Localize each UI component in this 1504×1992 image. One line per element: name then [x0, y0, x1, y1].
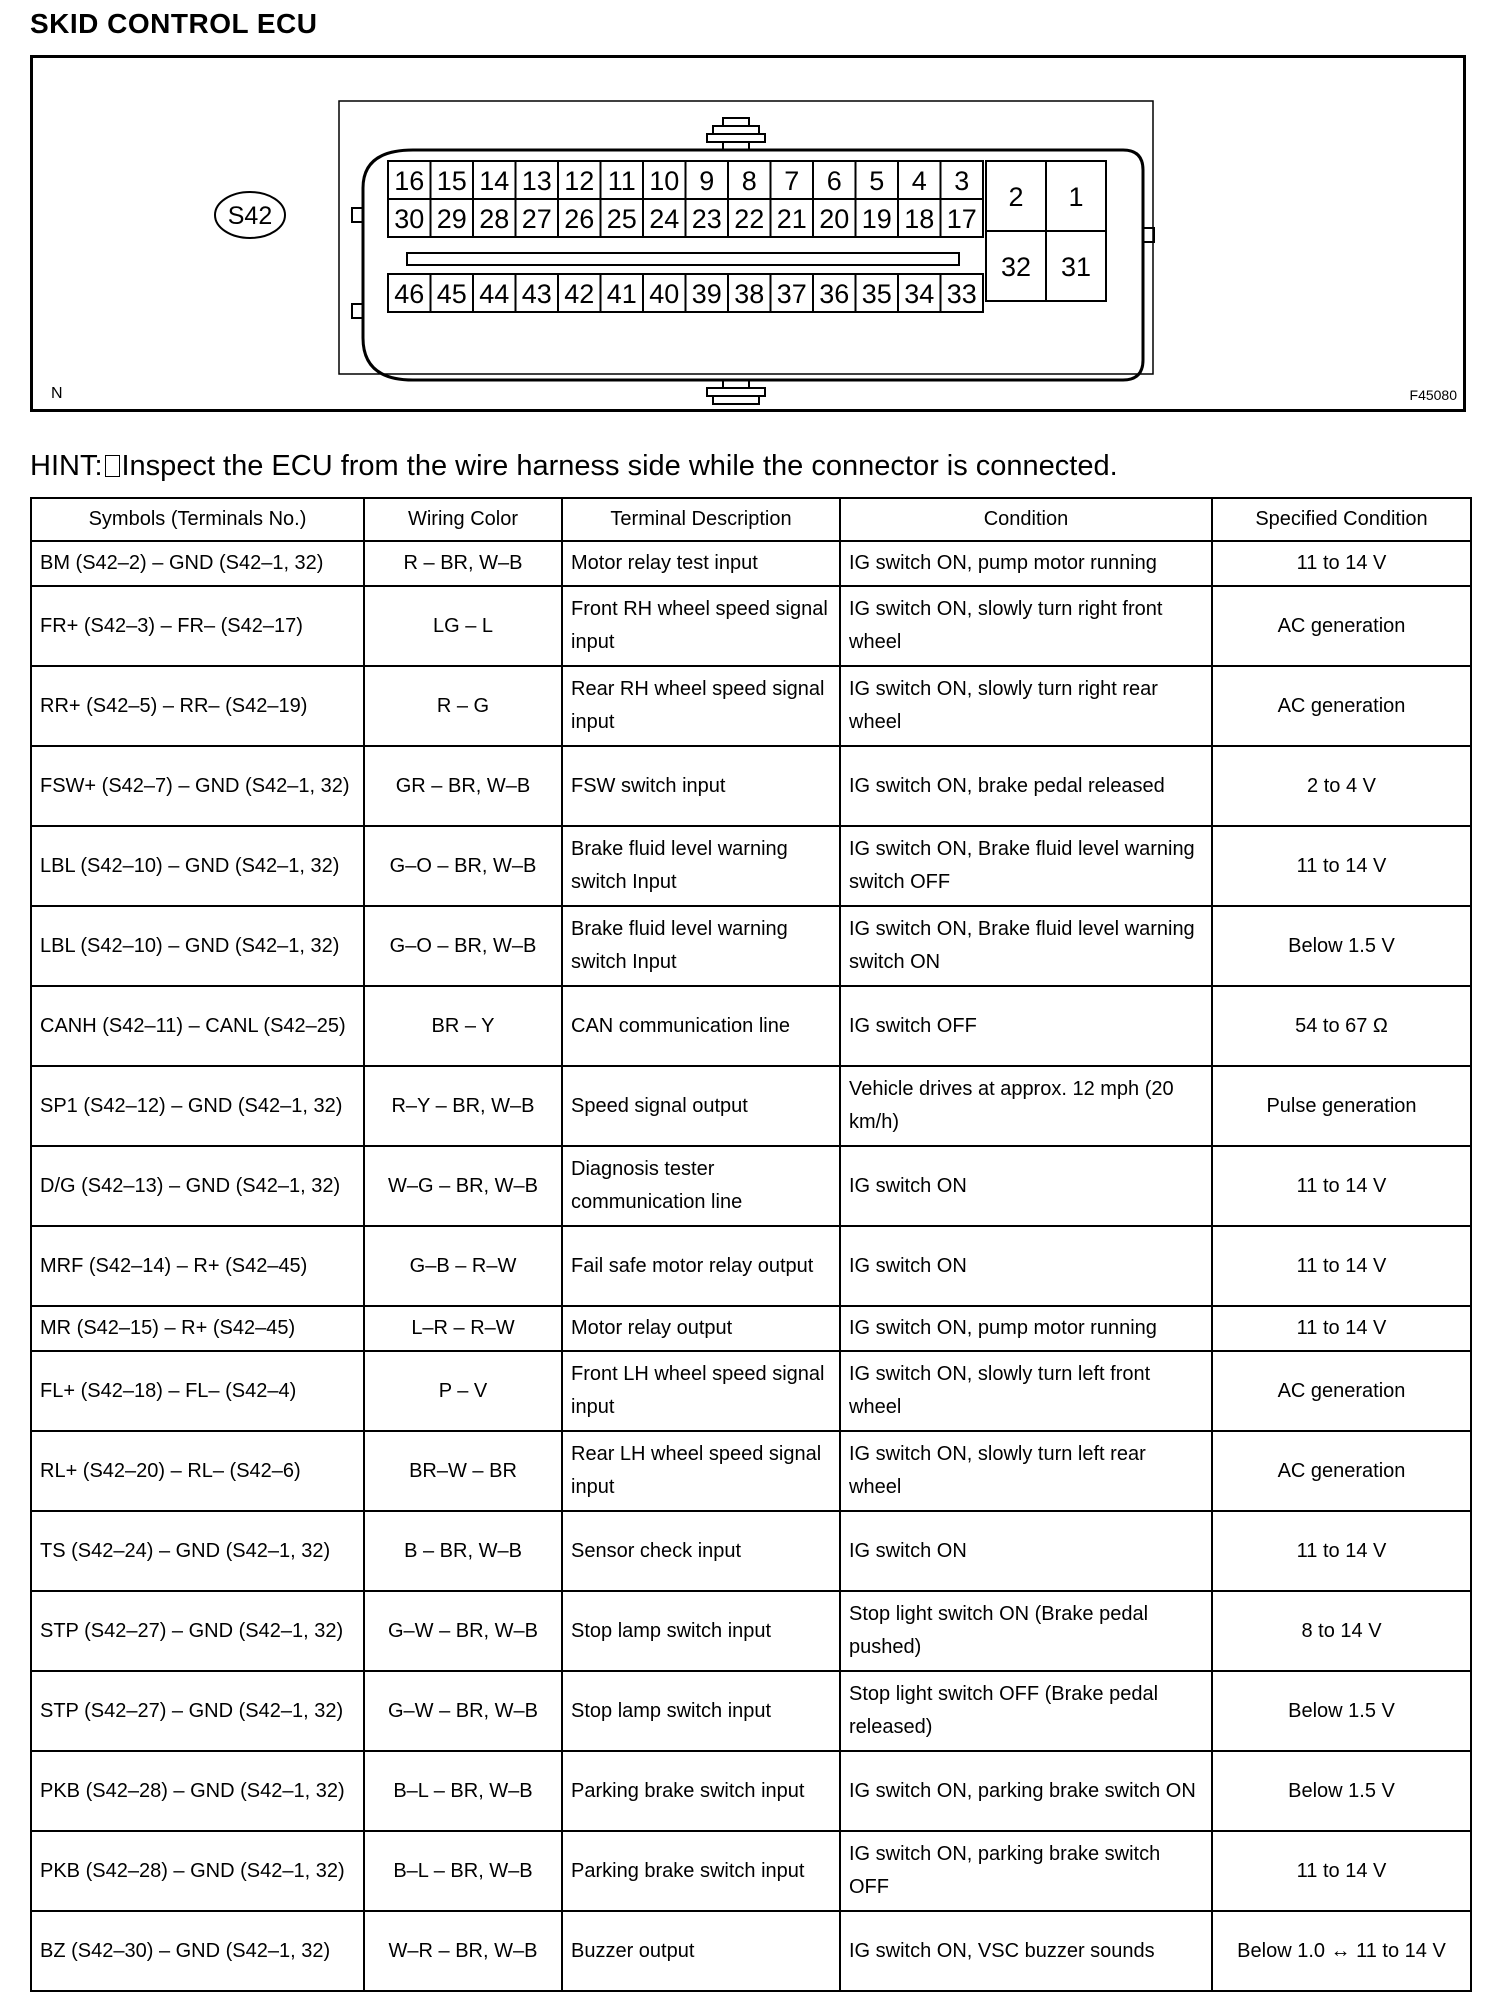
pin-33: 33: [946, 279, 977, 309]
connector-diagram: [33, 58, 1463, 409]
cell-condition: IG switch ON, brake pedal released: [840, 746, 1212, 826]
pin-14: 14: [479, 166, 510, 196]
cell-condition: Stop light switch ON (Brake pedal pushed): [840, 1591, 1212, 1671]
cell-wiring-color: W–G – BR, W–B: [364, 1146, 562, 1226]
cell-specified: 11 to 14 V: [1212, 826, 1471, 906]
cell-specified: 11 to 14 V: [1212, 1831, 1471, 1911]
cell-wiring-color: GR – BR, W–B: [364, 746, 562, 826]
cell-symbols: D/G (S42–13) – GND (S42–1, 32): [31, 1146, 364, 1226]
pin-8: 8: [741, 166, 757, 196]
pin-38: 38: [734, 279, 765, 309]
figure-id: F45080: [1409, 387, 1457, 403]
cell-specified: Pulse generation: [1212, 1066, 1471, 1146]
pin-36: 36: [819, 279, 850, 309]
cell-symbols: SP1 (S42–12) – GND (S42–1, 32): [31, 1066, 364, 1146]
hint-text: [30, 450, 1118, 483]
cell-description: Stop lamp switch input: [562, 1591, 840, 1671]
pin-24: 24: [649, 204, 680, 234]
cell-specified: 11 to 14 V: [1212, 541, 1471, 586]
cell-condition: IG switch ON, VSC buzzer sounds: [840, 1911, 1212, 1991]
pin-10: 10: [649, 166, 680, 196]
table-row: [31, 1306, 1471, 1351]
cell-condition: IG switch ON: [840, 1146, 1212, 1226]
cell-symbols: MRF (S42–14) – R+ (S42–45): [31, 1226, 364, 1306]
cell-symbols: LBL (S42–10) – GND (S42–1, 32): [31, 906, 364, 986]
cell-description: Motor relay output: [562, 1306, 840, 1351]
cell-specified: AC generation: [1212, 666, 1471, 746]
table-row: [31, 541, 1471, 586]
cell-symbols: STP (S42–27) – GND (S42–1, 32): [31, 1591, 364, 1671]
pin-26: 26: [564, 204, 595, 234]
cell-description: Fail safe motor relay output: [562, 1226, 840, 1306]
cell-symbols: RL+ (S42–20) – RL– (S42–6): [31, 1431, 364, 1511]
table-row: [31, 1671, 1471, 1751]
pin-35: 35: [861, 279, 892, 309]
cell-specified: 11 to 14 V: [1212, 1146, 1471, 1226]
pin-6: 6: [826, 166, 842, 196]
pin-2: 2: [1008, 182, 1024, 212]
left-nub-bottom: [352, 304, 363, 318]
cell-condition: IG switch ON, slowly turn left rear wheel: [840, 1431, 1212, 1511]
cell-description: Rear RH wheel speed signal input: [562, 666, 840, 746]
terminal-spec-table: [30, 497, 1472, 1992]
table-row: [31, 906, 1471, 986]
cell-wiring-color: R–Y – BR, W–B: [364, 1066, 562, 1146]
cell-condition: Stop light switch OFF (Brake pedal released): [840, 1671, 1212, 1751]
top-latch: [707, 118, 765, 150]
pin-22: 22: [734, 204, 765, 234]
cell-wiring-color: R – BR, W–B: [364, 541, 562, 586]
connector-slot-bar: [407, 253, 959, 265]
pin-11: 11: [607, 166, 636, 196]
cell-specified: AC generation: [1212, 586, 1471, 666]
cell-specified: Below 1.5 V: [1212, 906, 1471, 986]
cell-specified: AC generation: [1212, 1351, 1471, 1431]
cell-wiring-color: P – V: [364, 1351, 562, 1431]
cell-description: Brake fluid level warning switch Input: [562, 906, 840, 986]
cell-description: Parking brake switch input: [562, 1831, 840, 1911]
pin-13: 13: [521, 166, 552, 196]
hint-prefix: HINT:: [30, 450, 103, 482]
cell-condition: IG switch ON, slowly turn right front wheel: [840, 586, 1212, 666]
pin-32: 32: [1000, 252, 1032, 282]
cell-symbols: FL+ (S42–18) – FL– (S42–4): [31, 1351, 364, 1431]
cell-symbols: FSW+ (S42–7) – GND (S42–1, 32): [31, 746, 364, 826]
cell-condition: IG switch ON, pump motor running: [840, 541, 1212, 586]
cell-description: Sensor check input: [562, 1511, 840, 1591]
table-row: [31, 1511, 1471, 1591]
cell-description: Motor relay test input: [562, 541, 840, 586]
pin-17: 17: [946, 204, 977, 234]
table-row: [31, 1351, 1471, 1431]
cell-symbols: STP (S42–27) – GND (S42–1, 32): [31, 1671, 364, 1751]
cell-symbols: PKB (S42–28) – GND (S42–1, 32): [31, 1751, 364, 1831]
cell-wiring-color: L–R – R–W: [364, 1306, 562, 1351]
header-wiring-color: Wiring Color: [364, 498, 562, 541]
connector-label: S42: [227, 202, 273, 230]
pin-23: 23: [691, 204, 722, 234]
cell-description: Rear LH wheel speed signal input: [562, 1431, 840, 1511]
header-terminal-description: Terminal Description: [562, 498, 840, 541]
cell-description: CAN communication line: [562, 986, 840, 1066]
cell-description: Buzzer output: [562, 1911, 840, 1991]
pin-45: 45: [436, 279, 467, 309]
cell-description: Stop lamp switch input: [562, 1671, 840, 1751]
cell-specified: 2 to 4 V: [1212, 746, 1471, 826]
pin-19: 19: [861, 204, 892, 234]
pin-42: 42: [564, 279, 595, 309]
cell-wiring-color: B–L – BR, W–B: [364, 1831, 562, 1911]
cell-description: Parking brake switch input: [562, 1751, 840, 1831]
cell-specified: 8 to 14 V: [1212, 1591, 1471, 1671]
cell-description: FSW switch input: [562, 746, 840, 826]
cell-symbols: MR (S42–15) – R+ (S42–45): [31, 1306, 364, 1351]
table-row: [31, 1831, 1471, 1911]
cell-symbols: RR+ (S42–5) – RR– (S42–19): [31, 666, 364, 746]
cell-specified: 11 to 14 V: [1212, 1306, 1471, 1351]
pin-29: 29: [436, 204, 467, 234]
cell-condition: IG switch ON, pump motor running: [840, 1306, 1212, 1351]
pin-4: 4: [911, 166, 927, 196]
pin-43: 43: [521, 279, 552, 309]
pin-34: 34: [904, 279, 935, 309]
pin-1: 1: [1068, 182, 1084, 212]
box-glyph-icon: [105, 455, 120, 477]
cell-wiring-color: W–R – BR, W–B: [364, 1911, 562, 1991]
cell-wiring-color: B – BR, W–B: [364, 1511, 562, 1591]
table-row: [31, 1226, 1471, 1306]
cell-symbols: PKB (S42–28) – GND (S42–1, 32): [31, 1831, 364, 1911]
pin-15: 15: [436, 166, 467, 196]
cell-symbols: CANH (S42–11) – CANL (S42–25): [31, 986, 364, 1066]
pin-18: 18: [904, 204, 935, 234]
pin-9: 9: [699, 166, 715, 196]
cell-symbols: BM (S42–2) – GND (S42–1, 32): [31, 541, 364, 586]
table-header-row: [31, 498, 1471, 541]
pin-40: 40: [649, 279, 680, 309]
cell-wiring-color: G–B – R–W: [364, 1226, 562, 1306]
cell-condition: IG switch ON, parking brake switch ON: [840, 1751, 1212, 1831]
page-title: SKID CONTROL ECU: [30, 8, 318, 39]
pin-21: 21: [776, 204, 807, 234]
pin-30: 30: [394, 204, 425, 234]
pin-7: 7: [784, 166, 800, 196]
table-row: [31, 746, 1471, 826]
cell-specified: Below 1.5 V: [1212, 1671, 1471, 1751]
pin-28: 28: [479, 204, 510, 234]
cell-wiring-color: R – G: [364, 666, 562, 746]
cell-condition: Vehicle drives at approx. 12 mph (20 km/h): [840, 1066, 1212, 1146]
pin-25: 25: [606, 204, 637, 234]
pin-41: 41: [606, 279, 637, 309]
cell-wiring-color: G–O – BR, W–B: [364, 826, 562, 906]
table-row: [31, 666, 1471, 746]
cell-wiring-color: G–W – BR, W–B: [364, 1671, 562, 1751]
table-row: [31, 1911, 1471, 1991]
cell-specified: Below 1.5 V: [1212, 1751, 1471, 1831]
cell-description: Front RH wheel speed signal input: [562, 586, 840, 666]
header-specified-condition: Specified Condition: [1212, 498, 1471, 541]
table-row: [31, 826, 1471, 906]
cell-wiring-color: BR–W – BR: [364, 1431, 562, 1511]
pin-grid: [388, 161, 1106, 312]
connector-figure: [30, 55, 1466, 412]
orientation-label: N: [51, 385, 63, 402]
pin-3: 3: [954, 166, 970, 196]
cell-symbols: TS (S42–24) – GND (S42–1, 32): [31, 1511, 364, 1591]
header-symbols: Symbols (Terminals No.): [31, 498, 364, 541]
cell-description: Diagnosis tester communication line: [562, 1146, 840, 1226]
pin-16: 16: [394, 166, 425, 196]
cell-specified: 11 to 14 V: [1212, 1226, 1471, 1306]
table-row: [31, 1146, 1471, 1226]
pin-20: 20: [819, 204, 850, 234]
table-row: [31, 586, 1471, 666]
cell-condition: IG switch ON, slowly turn right rear wheel: [840, 666, 1212, 746]
cell-condition: IG switch ON: [840, 1511, 1212, 1591]
cell-wiring-color: B–L – BR, W–B: [364, 1751, 562, 1831]
cell-description: Brake fluid level warning switch Input: [562, 826, 840, 906]
hint-body: Inspect the ECU from the wire harness side while the connector is connected.: [121, 450, 1118, 482]
cell-wiring-color: G–W – BR, W–B: [364, 1591, 562, 1671]
cell-condition: IG switch OFF: [840, 986, 1212, 1066]
cell-specified: AC generation: [1212, 1431, 1471, 1511]
cell-condition: IG switch ON, Brake fluid level warning switch ON: [840, 906, 1212, 986]
pin-31: 31: [1060, 252, 1092, 282]
cell-specified: 54 to 67 Ω: [1212, 986, 1471, 1066]
cell-description: Front LH wheel speed signal input: [562, 1351, 840, 1431]
cell-condition: IG switch ON: [840, 1226, 1212, 1306]
cell-description: Speed signal output: [562, 1066, 840, 1146]
cell-condition: IG switch ON, parking brake switch OFF: [840, 1831, 1212, 1911]
cell-symbols: FR+ (S42–3) – FR– (S42–17): [31, 586, 364, 666]
cell-wiring-color: G–O – BR, W–B: [364, 906, 562, 986]
table-row: [31, 1751, 1471, 1831]
cell-specified: 11 to 14 V: [1212, 1511, 1471, 1591]
header-condition: Condition: [840, 498, 1212, 541]
cell-condition: IG switch ON, Brake fluid level warning switch OFF: [840, 826, 1212, 906]
pin-37: 37: [776, 279, 807, 309]
bottom-latch: [707, 380, 765, 404]
pin-39: 39: [691, 279, 722, 309]
pin-27: 27: [521, 204, 552, 234]
cell-specified: Below 1.0 ↔ 11 to 14 V: [1212, 1911, 1471, 1991]
pin-46: 46: [394, 279, 425, 309]
pin-5: 5: [869, 166, 885, 196]
cell-symbols: LBL (S42–10) – GND (S42–1, 32): [31, 826, 364, 906]
table-row: [31, 1431, 1471, 1511]
cell-wiring-color: BR – Y: [364, 986, 562, 1066]
pin-12: 12: [564, 166, 595, 196]
cell-symbols: BZ (S42–30) – GND (S42–1, 32): [31, 1911, 364, 1991]
table-row: [31, 1066, 1471, 1146]
cell-wiring-color: LG – L: [364, 586, 562, 666]
table-row: [31, 1591, 1471, 1671]
cell-condition: IG switch ON, slowly turn left front wheel: [840, 1351, 1212, 1431]
pin-44: 44: [479, 279, 510, 309]
table-row: [31, 986, 1471, 1066]
left-nub-top: [352, 208, 363, 222]
